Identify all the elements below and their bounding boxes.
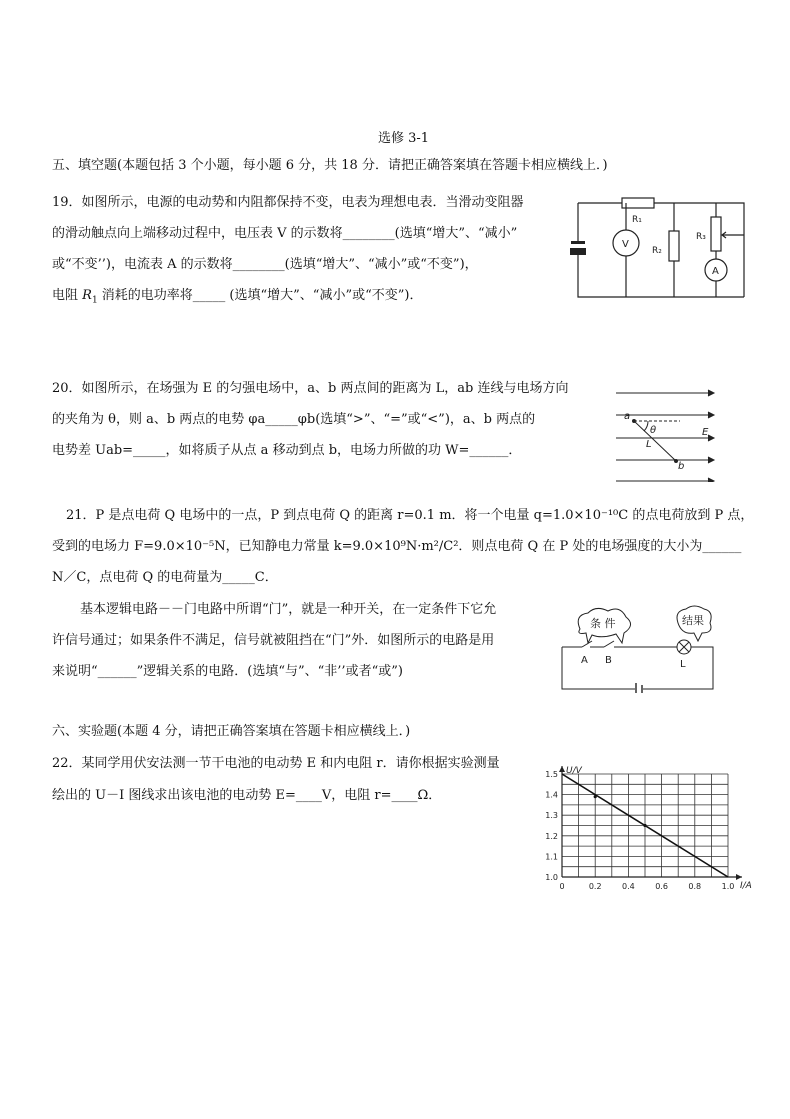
q19-line-2: 的滑动触点向上端移动过程中，电压表 V 的示数将________(选填“增大”、“减小” bbox=[52, 226, 518, 241]
y-tick-label: 1.1 bbox=[545, 852, 558, 862]
q20-line-2: 的夹角为 θ，则 a、b 两点的电势 φa_____φb(选填“>”、“=”或“<”)，a、b 两点的 bbox=[52, 412, 536, 427]
r2-label: R₂ bbox=[652, 246, 662, 256]
data-point bbox=[594, 795, 597, 798]
q19-line-4-prefix: 电阻 bbox=[52, 288, 83, 303]
battery bbox=[636, 683, 642, 693]
switch-b-label: B bbox=[605, 655, 612, 666]
bulb-label: L bbox=[680, 659, 686, 670]
x-tick-label: 0.2 bbox=[588, 882, 602, 891]
l-label: L bbox=[646, 439, 652, 450]
x-tick-label: 0 bbox=[559, 882, 565, 891]
x-tick-label: 0.4 bbox=[622, 882, 635, 891]
y-axis-arrow bbox=[559, 766, 565, 772]
q21-line-1: 21．P 是点电荷 Q 电场中的一点，P 到点电荷 Q 的距离 r=0.1 m．将一个电量 q=1.0×10⁻¹⁰C 的点电荷放到 P 点， bbox=[66, 508, 754, 523]
result-label: 结果 bbox=[682, 614, 704, 627]
ammeter-label: A bbox=[712, 266, 719, 277]
x-axis-label: I/A bbox=[740, 881, 752, 891]
q20-line-1: 20．如图所示，在场强为 E 的匀强电场中，a、b 两点间的距离为 L，ab 连线与电场方向 bbox=[52, 381, 569, 396]
x-tick-label: 0.8 bbox=[688, 882, 702, 891]
theta-arc bbox=[644, 421, 648, 431]
r1-subscript: 1 bbox=[91, 295, 98, 306]
logic-line-2: 许信号通过；如果条件不满足，信号就被阻挡在“门”外．如图所示的电路是用 bbox=[52, 633, 495, 648]
data-point bbox=[643, 824, 646, 827]
e-label: E bbox=[702, 427, 709, 438]
q19-line-4 bbox=[52, 288, 422, 309]
q22-line-1: 22．某同学用伏安法测一节干电池的电动势 E 和内电阻 r．请你根据实验测量 bbox=[52, 756, 500, 771]
section-title: 选修 3-1 bbox=[378, 131, 430, 146]
q21-line-3: N／C，点电荷 Q 的电荷量为_____C． bbox=[52, 570, 278, 585]
battery-cell bbox=[571, 241, 585, 244]
y-tick-label: 1.0 bbox=[545, 873, 558, 882]
switch-b bbox=[604, 641, 614, 647]
x-tick-label: 1.0 bbox=[721, 882, 735, 891]
chart-axes bbox=[559, 766, 742, 880]
battery-cell-long bbox=[570, 248, 586, 255]
y-tick-label: 1.2 bbox=[545, 831, 558, 841]
r2-resistor bbox=[669, 231, 679, 261]
y-tick-label: 1.5 bbox=[545, 770, 558, 779]
r1-label: R₁ bbox=[632, 215, 642, 225]
x-tick-label: 0.6 bbox=[655, 882, 668, 891]
r3-resistor bbox=[711, 217, 721, 251]
slider-arrow bbox=[722, 232, 729, 238]
point-a-label: a bbox=[624, 411, 631, 422]
r3-label: R₃ bbox=[696, 232, 706, 242]
switch-a bbox=[582, 641, 592, 647]
logic-line-1: 基本逻辑电路－－门电路中所谓“门”，就是一种开关，在一定条件下它允 bbox=[80, 602, 497, 617]
y-tick-label: 1.4 bbox=[545, 790, 558, 800]
r1-resistor bbox=[622, 198, 654, 208]
ui-graph bbox=[532, 762, 757, 897]
voltmeter-label: V bbox=[622, 239, 629, 250]
circuit-wires bbox=[562, 647, 713, 689]
q19-line-4-suffix: 消耗的电功率将_____ (选填“增大”、“减小”或“不变”)． bbox=[97, 288, 423, 303]
q20-field-diagram bbox=[614, 387, 724, 482]
q21-line-2: 受到的电场力 F=9.0×10⁻⁵N，已知静电力常量 k=9.0×10⁹N·m²/C²．则点电荷 Q 在 P 处的电场强度的大小为______ bbox=[52, 539, 742, 554]
condition-label: 条 件 bbox=[590, 617, 616, 630]
q22-line-2: 绘出的 U－I 图线求出该电池的电动势 E=____V，电阻 r=____Ω． bbox=[52, 788, 442, 803]
section-6-heading: 六、实验题(本题 4 分，请把正确答案填在答题卡相应横线上．) bbox=[52, 724, 411, 739]
y-axis-label: U/V bbox=[566, 766, 582, 776]
theta-label: θ bbox=[650, 425, 657, 436]
x-axis-arrow bbox=[736, 874, 742, 880]
point-b-label: b bbox=[678, 461, 685, 472]
chart-tick-labels bbox=[545, 770, 734, 891]
section-5-heading: 五、填空题(本题包括 3 个小题，每小题 6 分，共 18 分．请把正确答案填在答题卡相应横线上．) bbox=[52, 158, 608, 173]
q19-line-3: 或“不变’’)，电流表 A 的示数将________(选填“增大”、“减小”或“不变”)， bbox=[52, 257, 478, 272]
r1-symbol: R bbox=[82, 288, 92, 303]
q19-circuit-diagram bbox=[566, 193, 751, 303]
field-lines bbox=[616, 390, 714, 482]
logic-gate-diagram bbox=[558, 603, 718, 693]
logic-line-3: 来说明“______”逻辑关系的电路．(选填“与”、“非’’或者“或”) bbox=[52, 664, 403, 679]
switch-a-label: A bbox=[581, 655, 588, 666]
y-tick-label: 1.3 bbox=[545, 811, 558, 821]
q20-line-3: 电势差 Uab=_____，如将质子从点 a 移动到点 b，电场力所做的功 W=______． bbox=[52, 443, 522, 458]
q19-line-1: 19．如图所示，电源的电动势和内阻都保持不变，电表为理想电表．当滑动变阻器 bbox=[52, 195, 524, 210]
